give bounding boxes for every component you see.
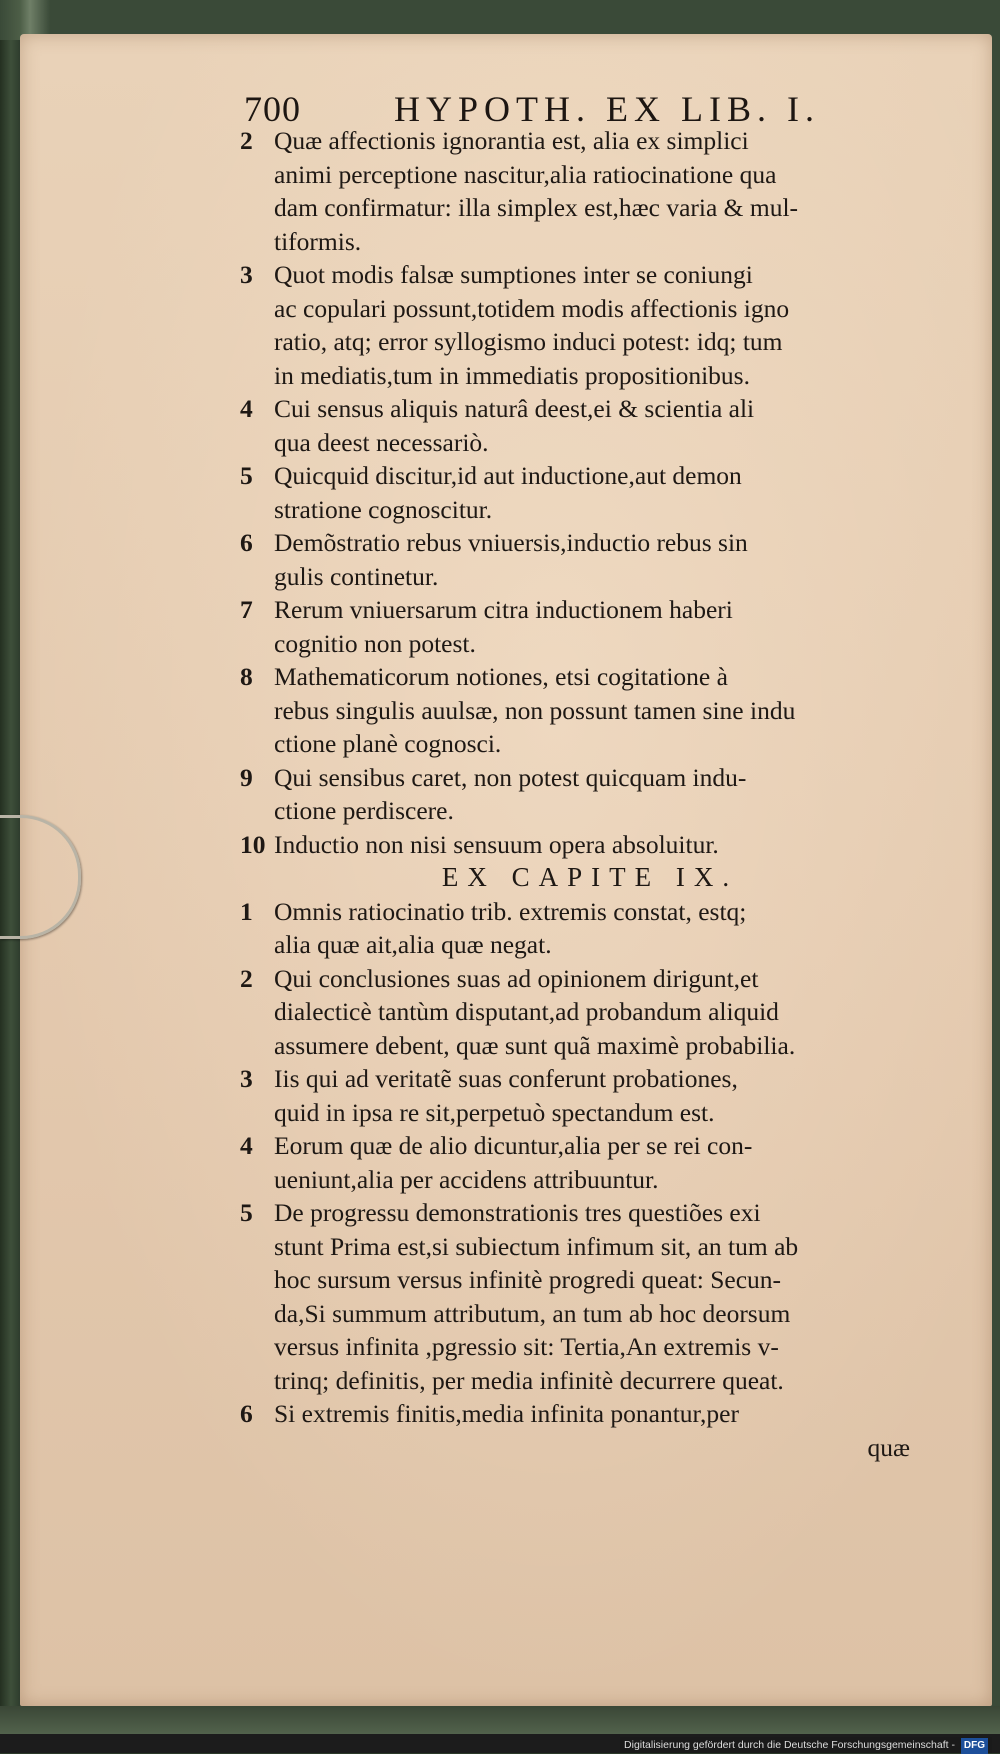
- hypothesis-number: 8: [240, 662, 253, 691]
- line-text: stunt Prima est,si subiectum infimum sit, an tum ab: [274, 1231, 799, 1261]
- text-line: [240, 124, 960, 158]
- line-text: gulis continetur.: [274, 561, 439, 591]
- running-head: HYPOTH. EX LIB. I.: [394, 89, 820, 129]
- text-line: [240, 1230, 960, 1264]
- catchword: quæ: [867, 1432, 910, 1462]
- hypothesis-number: 10: [240, 829, 266, 859]
- text-line: [240, 1196, 960, 1230]
- line-text: ctione perdiscere.: [274, 796, 454, 825]
- text-line: [240, 761, 960, 795]
- line-text: quid in ipsa re sit,perpetuò spectandum est.: [274, 1097, 715, 1127]
- hypothesis-number: 4: [240, 394, 253, 423]
- text-line: [240, 1330, 960, 1364]
- line-text: Qui sensibus caret, non potest quicquam indu-: [274, 762, 747, 792]
- text-line: [240, 995, 960, 1029]
- line-text: alia quæ ait,alia quæ negat.: [274, 930, 552, 959]
- text-line: [240, 292, 960, 326]
- hypothesis-number: 1: [240, 896, 253, 926]
- line-text: hoc sursum versus infinitè progredi queat: Secun-: [274, 1265, 782, 1294]
- hypothesis-number: 9: [240, 762, 253, 792]
- line-text: De progressu demonstrationis tres questiões exi: [274, 1198, 761, 1227]
- line-text: Iis qui ad veritatẽ suas conferunt probationes,: [274, 1064, 738, 1093]
- text-line: [240, 928, 960, 962]
- dfg-logo: DFG: [961, 1738, 988, 1754]
- line-text: Quicquid discitur,id aut inductione,aut demon: [274, 461, 742, 490]
- digitization-credit: [620, 1737, 992, 1753]
- text-line: [240, 392, 960, 426]
- line-text: ac copulari possunt,totidem modis affectionis igno: [274, 293, 790, 323]
- text-line: [240, 158, 960, 192]
- text-line: [240, 459, 960, 493]
- line-text: Quæ affectionis ignorantia est, alia ex simplici: [274, 126, 749, 155]
- line-text: da,Si summum attributum, an tum ab hoc deorsum: [274, 1298, 791, 1328]
- section-heading: EX CAPITE IX.: [441, 862, 739, 892]
- text-line: [240, 325, 960, 359]
- line-text: tiformis.: [274, 226, 362, 256]
- line-text: ctione planè cognosci.: [274, 729, 502, 758]
- line-text: Demõstratio rebus vniuersis,inductio rebus sin: [274, 528, 748, 557]
- text-line: [240, 426, 960, 460]
- line-text: Si extremis finitis,media infinita ponantur,per: [274, 1399, 739, 1428]
- credit-text: Digitalisierung gefördert durch die Deutsche Forschungsgemeinschaft -: [624, 1739, 955, 1751]
- text-line: [240, 1163, 960, 1197]
- line-text: ueniunt,alia per accidens attribuuntur.: [274, 1164, 659, 1194]
- hypothesis-number: 7: [240, 595, 253, 624]
- text-line: [240, 627, 960, 661]
- line-text: Omnis ratiocinatio trib. extremis constat, estq;: [274, 896, 747, 926]
- hypotheses-block-1: [240, 124, 960, 861]
- line-text: Mathematicorum notiones, etsi cogitatione à: [274, 662, 728, 691]
- line-text: dam confirmatur: illa simplex est,hæc varia & mul-: [274, 193, 799, 222]
- line-text: Eorum quæ de alio dicuntur,alia per se rei con-: [274, 1131, 753, 1160]
- text-line: [240, 593, 960, 627]
- hypotheses-block-2: [240, 895, 960, 1431]
- text-line: [240, 828, 960, 862]
- line-text: dialecticè tantùm disputant,ad probandum aliquid: [274, 997, 779, 1026]
- line-text: cognitio non potest.: [274, 628, 476, 658]
- text-line: [240, 1029, 960, 1063]
- hypothesis-number: 4: [240, 1131, 253, 1160]
- text-line: [240, 1397, 960, 1431]
- line-text: assumere debent, quæ sunt quã maximè probabilia.: [274, 1030, 796, 1060]
- hypothesis-number: 3: [240, 1064, 253, 1093]
- text-line: [240, 660, 960, 694]
- text-line: [240, 225, 960, 259]
- hypothesis-number: 6: [240, 528, 253, 557]
- hypothesis-number: 2: [240, 126, 253, 155]
- line-text: versus infinita ,pgressio sit: Tertia,An extremis v-: [274, 1332, 779, 1361]
- hypothesis-number: 3: [240, 260, 253, 289]
- line-text: ratio, atq; error syllogismo induci potest: idq; tum: [274, 327, 783, 356]
- text-line: [240, 727, 960, 761]
- page-number: 700: [244, 89, 301, 129]
- text-line: [240, 1297, 960, 1331]
- text-line: [240, 493, 960, 527]
- hypothesis-number: 5: [240, 461, 253, 490]
- text-line: [240, 526, 960, 560]
- hypothesis-number: 6: [240, 1399, 253, 1428]
- line-text: in mediatis,tum in immediatis propositionibus.: [274, 360, 750, 390]
- line-text: trinq; definitis, per media infinitè decurrere queat.: [274, 1365, 784, 1395]
- page-text: [240, 124, 960, 1464]
- line-text: rebus singulis auulsæ, non possunt tamen sine indu: [274, 695, 796, 725]
- text-line: [240, 191, 960, 225]
- text-line: [240, 258, 960, 292]
- text-line: [240, 962, 960, 996]
- scan-bottom-edge: [0, 1706, 1000, 1734]
- text-line: [240, 895, 960, 929]
- line-text: stratione cognoscitur.: [274, 494, 493, 524]
- text-line: [240, 694, 960, 728]
- line-text: Inductio non nisi sensuum opera absoluitur.: [274, 829, 719, 859]
- text-line: [240, 560, 960, 594]
- text-line: [240, 359, 960, 393]
- text-line: [240, 1364, 960, 1398]
- text-line: [240, 1096, 960, 1130]
- line-text: Qui conclusiones suas ad opinionem dirigunt,et: [274, 963, 759, 993]
- text-line: [240, 1263, 960, 1297]
- line-text: Quot modis falsæ sumptiones inter se coniungi: [274, 260, 753, 289]
- line-text: qua deest necessariò.: [274, 427, 489, 457]
- text-line: [240, 1129, 960, 1163]
- text-line: [240, 794, 960, 828]
- hypothesis-number: 5: [240, 1198, 253, 1227]
- text-line: [240, 1062, 960, 1096]
- hypothesis-number: 2: [240, 963, 253, 993]
- line-text: Rerum vniuersarum citra inductionem haberi: [274, 595, 733, 624]
- line-text: animi perceptione nascitur,alia ratiocinatione qua: [274, 159, 777, 189]
- line-text: Cui sensus aliquis naturâ deest,ei & scientia ali: [274, 394, 755, 423]
